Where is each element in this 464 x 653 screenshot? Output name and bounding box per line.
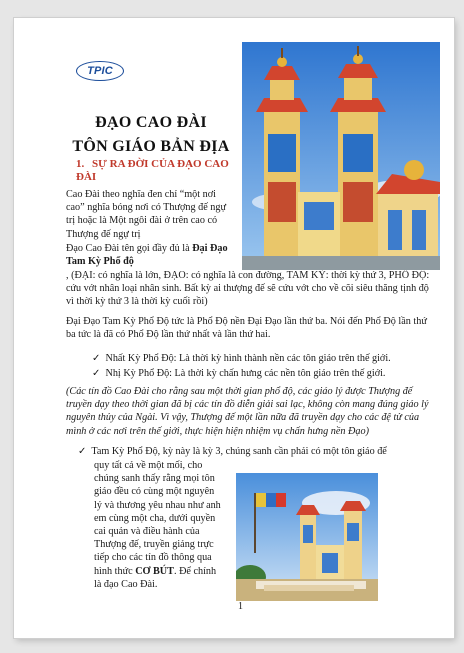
- document-page: [14, 18, 454, 638]
- paragraph-2: Đạo Cao Đài tên gọi đầy đủ là Đại Đạo Tam Kỳ Phổ độ: [66, 243, 228, 268]
- title-line-2: TÔN GIÁO BẢN ĐỊA: [72, 138, 230, 155]
- checkmark-icon: ✓: [78, 446, 87, 457]
- check-item-3-body: quy tất cả về một mối, cho chúng sanh thấy rằng mọi tôn giáo đều có cùng một nguyên lý và thương yêu nhau như anh em cùng một cha, dưới quyền cai quản và điều hành của Thượng đế, truyền giảng trực tiếp cho các tín đồ thông qua hình thức CƠ BÚT. Để chính là đạo Cao Đài.: [94, 460, 221, 590]
- title-line-1: ĐẠO CAO ĐÀI: [95, 114, 207, 131]
- checkmark-icon: ✓: [92, 368, 101, 379]
- paragraph-3: Đại Đạo Tam Kỳ Phổ Độ tức là Phổ Độ nền Đại Đạo lần thứ ba. Nói đến Phổ Độ lần thứ ba tức là đã có Phổ Độ lần thứ nhất và lần thứ hai.: [66, 316, 427, 341]
- checkmark-icon: ✓: [92, 353, 101, 364]
- paragraph-2-rest: , (ĐẠI: có nghĩa là lớn, ĐẠO: có nghĩa là con đường, TAM KỲ: thời kỳ thứ 3, PHỔ ĐỘ: cứu vớt nhân loại nhân sinh. Bất kỳ ai thượng đế sẽ cứu vớt cho về cõi siêu thăng tịnh độ vì thời kỳ thứ 3 là thời kỳ cuối rồi): [66, 270, 430, 308]
- section-heading: 1. SỰ RA ĐỜI CỦA ĐẠO CAO ĐÀI: [76, 158, 229, 183]
- check-item-2: ✓ Nhị Kỳ Phổ Độ: Là thời kỳ chấn hưng các nền tôn giáo trên thế giới.: [92, 368, 386, 379]
- tpic-logo: TPIC: [76, 61, 124, 81]
- page-number: 1: [238, 601, 243, 612]
- paragraph-1: Cao Đài theo nghĩa đen chỉ “một nơi cao” nghĩa bóng nơi có Thượng đế ngự trị hoặc là Một ngôi đài ở trên cao có Thượng đế ngự trị: [66, 189, 226, 240]
- check-item-1: ✓ Nhất Kỳ Phổ Độ: Là thời kỳ hình thành nền các tôn giáo trên thế giới.: [92, 353, 391, 364]
- italic-note: (Các tín đồ Cao Đài cho rằng sau một thời gian phổ độ, các giáo lý được Thượng đế truyền dạy theo thời gian đã bị các tín đồ diễn giải sai lạc, không còn mang đúng giáo lý nguyên thủy của Ngài. Vì vậy, Thượng đế một lần nữa đã truyền dạy cho các đệ tử của mình ở các nơi trên thế giới, thực hiện hiện nhiệm vụ chấn hưng nền Đạo): [66, 386, 429, 437]
- temple-photo-top: [242, 42, 440, 270]
- temple-photo-bottom: [236, 473, 378, 601]
- check-item-3-line1: ✓ Tam Kỳ Phổ Độ, kỳ này là kỳ 3, chúng sanh cần phải có một tôn giáo để: [78, 446, 387, 457]
